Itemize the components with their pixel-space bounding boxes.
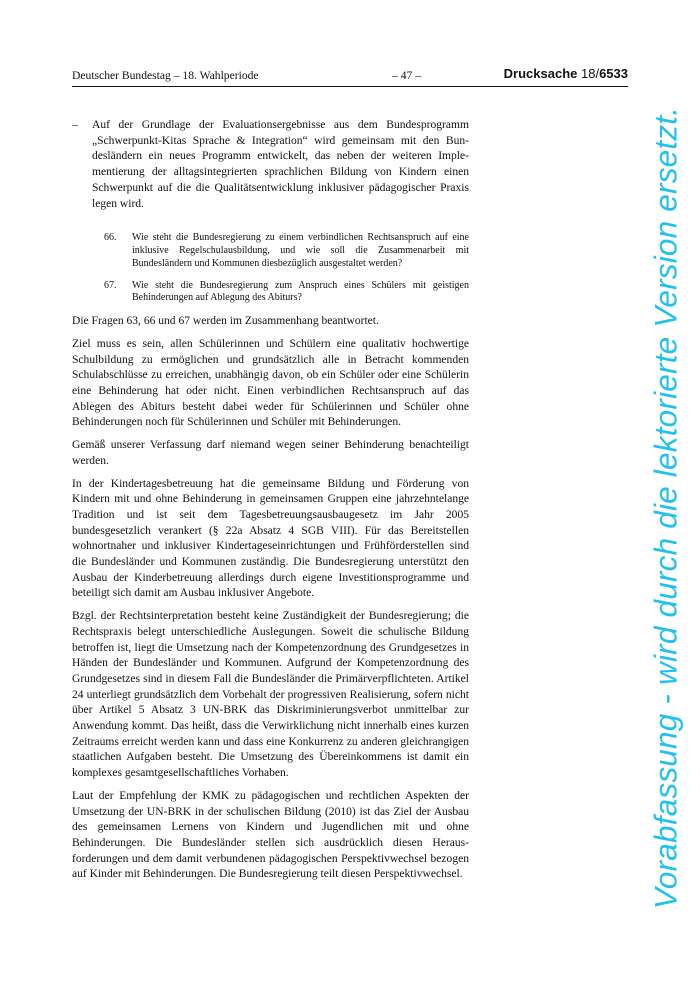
paragraph-kmk: Laut der Empfehlung der KMK zu pädagogischen und rechtlichen Aspekten der Umsetzung der UN-BRK in der schulischen Bildung (2010) ist das Ziel der Ausbau des gemeinsamen Lernens von Kindern und Jugendlichen mit und ohne Behinderungen. Die Bundesländer stellen sich ausdrücklich diesen Herausforderungen und dem damit verbundenen pädagogischen Perspektivwechsel bezogen auf Kinder mit Behinderungen. Die Bundesregierung teilt diesen Perspektivwechsel. [72, 789, 469, 881]
question-list [72, 232, 469, 305]
paragraph-kindertagesbetreuung: In der Kindertagesbetreuung hat die gemeinsame Bildung und Förderung von Kindern mit und ohne Behinderung in gemeinsamen Gruppen eine jahrzehntelange Tradition und ist seit dem Tagesbetreuungsausbaugesetz im Jahr 2005 bundesgesetzlich verankert (§ 22a Absatz 4 SGB VIII). Für das Bereitstellen wohnortnaher und inklusiver Kindertageseinrichtungen und Frühförderstellen sind die Bundesländer und Kommunen zuständig. Die Bundesregierung unterstützt den Ausbau der Kinderbetreuung allerdings durch eigene Investitionsprogramme und beteiligt sich damit am Ausbau inklusiver Angebote. [72, 477, 469, 600]
paragraph-ziel: Ziel muss es sein, allen Schülerinnen und Schülern eine qualitativ hochwertige Schulbildung zu ermöglichen und grundsätzlich alle in Betracht kommenden Schulabschlüsse zu erreichen, unabhängig davon, ob ein Schüler oder eine Schülerin eine Behinderung hat oder nicht. Einen verbindlichen Rechtsanspruch auf das Ablegen des Abiturs besteht dabei weder für Schülerinnen und Schüler ohne Behinderungen noch für Schülerinnen und Schüler mit Behinderungen. [72, 337, 469, 429]
question-text: Wie steht die Bundesregierung zu einem verbindlichen Rechtsanspruch auf eine inklusive Regelschulausbildung, und wie soll die Zusammenarbeit mit Bundesländern und Kommunen diesbezüglich ausgestaltet werden? [132, 232, 469, 269]
header-drucksache-label: Drucksache [503, 66, 578, 81]
page-header [72, 66, 628, 87]
page-body [72, 118, 469, 890]
bullet-item [72, 118, 469, 212]
question-66 [72, 232, 469, 270]
header-page-number: – 47 – [392, 69, 421, 82]
question-number: 66. [104, 232, 117, 244]
paragraph-intro: Die Fragen 63, 66 und 67 werden im Zusammenhang beantwortet. [72, 315, 379, 328]
question-number: 67. [104, 279, 117, 291]
header-drucksache [504, 66, 628, 81]
question-text: Wie steht die Bundesregierung zum Anspruch eines Schülers mit geistigen Behinderungen auf Ablegung des Abiturs? [132, 279, 469, 304]
bullet-dash: – [72, 119, 78, 131]
bullet-text: Auf der Grundlage der Evaluationsergebnisse aus dem Bundesprogramm „Schwerpunkt-Kitas Sprache & Integration“ wird gemeinsam mit den Bundesländern ein neues Programm entwickelt, das neben der weiteren Implementierung der alltagsintegrierten sprachlichen Bildung von Kindern einen Schwerpunkt auf die die Qualitätsentwicklung inklusiver pädagogischer Praxis legen wird. [92, 119, 469, 210]
header-drucksache-prefix: 18/ [581, 66, 600, 81]
paragraph-verfassung: Gemäß unserer Verfassung darf niemand wegen seiner Behinderung benachteiligt werden. [72, 439, 469, 467]
draft-watermark: Vorabfassung - wird durch die lektorierte Version ersetzt. [647, 106, 684, 910]
paragraph-rechtsinterpretation: Bzgl. der Rechtsinterpretation besteht keine Zuständigkeit der Bundesregierung; die Rechtspraxis belegt unterschiedliche Auslegungen. Soweit die schulische Bildung betroffen ist, liegt die Umsetzung nach der Kompetenzordnung des Grundgesetzes in Händen der Bundesländer und Kommunen. Aufgrund der Kompetenzordnung des Grundgesetzes sind in diesem Fall die Bundesländer die Primärverpflichteten. Artikel 24 unterliegt grundsätzlich dem Vorbehalt der progressiven Realisierung, sofern nicht über Artikel 5 Absatz 3 UN-BRK das Diskriminierungsverbot unmittelbar zur Anwendung kommt. Das heißt, dass die Verwirklichung nicht innerhalb eines kurzen Zeitraums erreicht werden kann und dass eine Konkurrenz zu anderen gleichrangigen staatlichen Aufgaben besteht. Die Umsetzung des Übereinkommens ist damit ein komplexes gesamtgesellschaftliches Vorhaben. [72, 610, 469, 780]
header-drucksache-number: 6533 [599, 66, 628, 81]
header-publication: Deutscher Bundestag – 18. Wahlperiode [72, 69, 259, 82]
question-67 [72, 280, 469, 306]
